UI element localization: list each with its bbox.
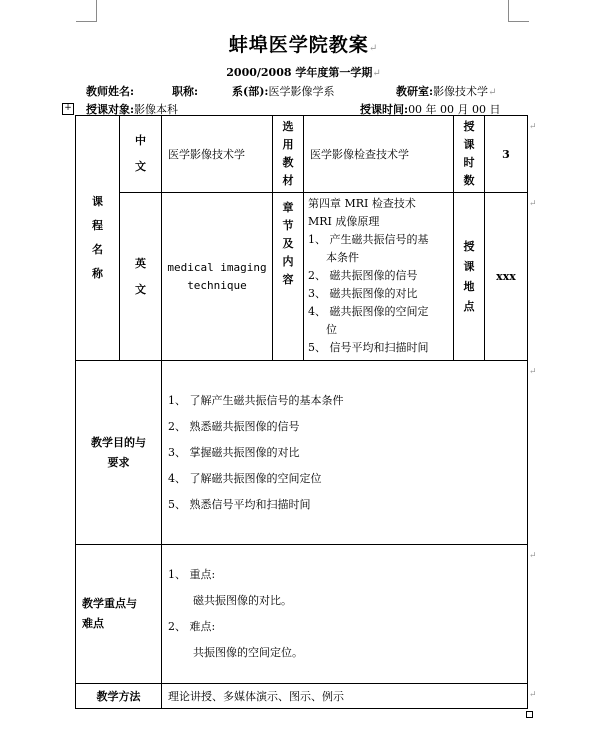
row-end-mark: ↵	[529, 551, 537, 561]
crop-mark-top-left-h	[76, 21, 97, 22]
row-end-mark: ↵	[529, 367, 537, 377]
chinese-course-name: 医学影像技术学	[162, 116, 273, 193]
audience-info: 授课对象:影像本科	[86, 103, 179, 116]
table-move-handle-icon[interactable]: +	[62, 103, 74, 115]
chapter-content: 第四章 MRI 检查技术 MRI 成像原理 1、 产生磁共振信号的基 本条件 2、 磁共振图像的信号 3、 磁共振图像的对比 4、 磁共振图像的空间定 位 5、 信号平均和扫描时间	[304, 193, 454, 361]
objectives-label: 教学目的与 要求	[76, 361, 162, 545]
crop-mark-top-right-v	[508, 0, 509, 22]
row-end-mark: ↵	[529, 122, 537, 132]
objectives-list: 1、 了解产生磁共振信号的基本条件 2、 熟悉磁共振图像的信号 3、 掌握磁共振图像的对比 4、 了解磁共振图像的空间定位 5、 熟悉信号平均和扫描时间	[162, 361, 528, 545]
department-info: 系(部):医学影像学系	[232, 85, 335, 98]
english-course-name: medical imaging technique	[162, 193, 273, 361]
document-title: 蚌埠医学院教案↵	[228, 34, 379, 56]
hours-label: 授课时数	[454, 116, 485, 193]
crop-mark-top-left-v	[96, 0, 97, 22]
keypoints-list: 1、 重点: 磁共振图像的对比。 2、 难点: 共振图像的空间定位。	[162, 545, 528, 684]
location-value: xxx	[485, 193, 528, 361]
table-resize-handle-icon[interactable]	[526, 711, 533, 718]
methods-value: 理论讲授、多媒体演示、图示、例示	[162, 684, 528, 709]
chinese-label: 中文	[120, 116, 162, 193]
document-subtitle: 2000/2008 学年度第一学期↵	[226, 66, 381, 79]
textbook-value: 医学影像检查技术学	[304, 116, 454, 193]
row-end-mark: ↵	[529, 690, 537, 700]
methods-label: 教学方法	[76, 684, 162, 709]
job-title-label: 职称:	[172, 85, 199, 98]
course-name-label: 课程名称	[76, 116, 120, 361]
textbook-label: 选用教材	[273, 116, 304, 193]
teacher-label: 教师姓名:	[86, 85, 135, 98]
time-info: 授课时间:00 年 00 月 00 日	[360, 103, 501, 116]
crop-mark-top-right-h	[508, 21, 529, 22]
chapter-label: 章节及内容	[273, 193, 304, 361]
lesson-plan-table	[75, 115, 528, 709]
row-end-mark: ↵	[529, 199, 537, 209]
section-info: 教研室:影像技术学↵	[396, 85, 497, 98]
english-label: 英文	[120, 193, 162, 361]
keypoints-label: 教学重点与 难点	[76, 545, 162, 684]
hours-value: 3	[485, 116, 528, 193]
location-label: 授课地点	[454, 193, 485, 361]
